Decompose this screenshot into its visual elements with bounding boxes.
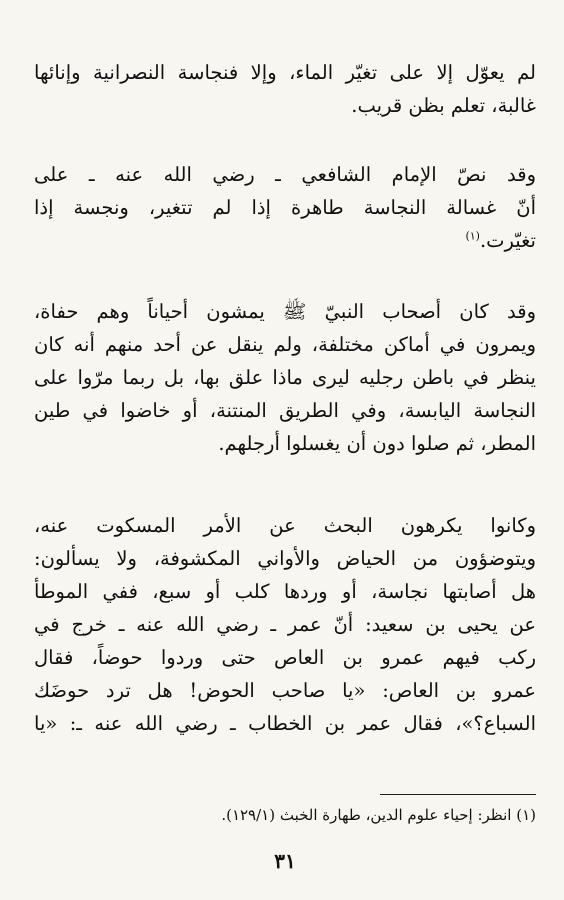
book-page xyxy=(34,50,536,873)
text-line: ويتوضؤون من الحياض والأواني المكشوفة، ولا يسألون: xyxy=(34,547,536,570)
paragraph-1 xyxy=(34,56,536,122)
text-line xyxy=(34,224,536,257)
paragraph-4 xyxy=(34,509,536,740)
text-line: السباع؟»، فقال عمر بن الخطاب ـ رضي الله عنه ـ: «يا xyxy=(34,712,536,735)
text-line: عن يحيى بن سعيد: أنّ عمر ـ رضي الله عنه ـ خرج في xyxy=(34,613,536,636)
text-line: أنّ غسالة النجاسة طاهرة إذا لم تتغير، ونجسة إذا xyxy=(34,196,536,219)
text-line: هل أصابتها نجاسة، أو وردها كلب أو سبع، ففي الموطأ xyxy=(34,580,536,603)
text-line: ويمرون في أماكن مختلفة، ولم ينقل عن أحد منهم أنه كان xyxy=(34,333,536,356)
paragraph-2 xyxy=(34,158,536,257)
text-line: ركب فيهم عمرو بن العاص حتى وردوا حوضاً، فقال xyxy=(34,646,536,669)
text-line: النجاسة اليابسة، وفي الطريق المنتنة، أو خاضوا في طين xyxy=(34,399,536,422)
text-line: غالبة، تعلم بظن قريب. xyxy=(351,94,536,117)
page-number: ٣١ xyxy=(274,849,296,873)
text-line: وقد نصّ الإمام الشافعي ـ رضي الله عنه ـ على xyxy=(34,163,536,186)
text-line: المطر، ثم صلوا دون أن يغسلوا أرجلهم. xyxy=(218,432,536,455)
footnote-divider xyxy=(380,794,536,795)
paragraph-3 xyxy=(34,295,536,460)
footnote-reference: (١) xyxy=(465,229,480,243)
text-line: عمرو بن العاص: «يا صاحب الحوض! هل ترد حوضَك xyxy=(34,679,536,702)
text-line: وقد كان أصحاب النبيّ ﷺ يمشون أحياناً وهم حفاة، xyxy=(34,300,536,323)
text-line: ينظر في باطن رجليه ليرى ماذا علق بها، بل ربما مرّوا على xyxy=(34,366,536,389)
text-line: لم يعوّل إلا على تغيّر الماء، وإلا فنجاسة النصرانية وإنائها xyxy=(34,61,536,84)
footnote: (١) انظر: إحياء علوم الدين، طهارة الخبث (١٢٩/١). xyxy=(221,806,536,824)
text-line: وكانوا يكرهون البحث عن الأمر المسكوت عنه، xyxy=(34,514,536,537)
line-text: تغيّرت. xyxy=(479,229,536,252)
